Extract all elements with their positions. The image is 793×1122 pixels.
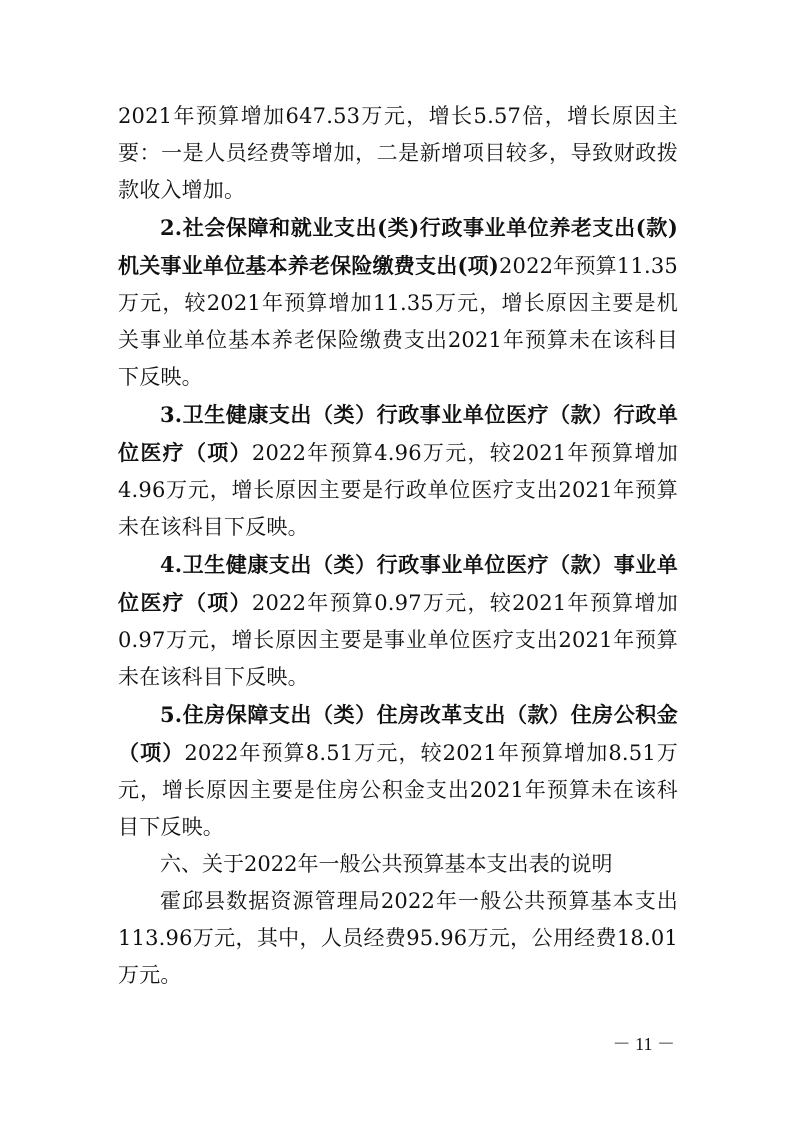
paragraph-item-2 xyxy=(118,209,678,396)
page-number: － 11 － xyxy=(612,1034,675,1054)
item-3-title: 3.卫生健康支出（类）行政事业单位医疗（款）行政单位医疗（项） xyxy=(118,402,678,465)
item-3-body: 2022年预算4.96万元，较2021年预算增加4.96万元，增长原因主要是行政单位医疗支出2021年预算未在该科目下反映。 xyxy=(118,441,678,539)
paragraph-item-3 xyxy=(118,396,678,546)
section-heading-6: 六、关于2022年一般公共预算基本支出表的说明 xyxy=(160,852,613,876)
item-5-title: 5.住房保障支出（类）住房改革支出（款）住房公积金（项） xyxy=(118,702,678,765)
item-2-title: 2.社会保障和就业支出(类)行政事业单位养老支出(款)机关事业单位基本养老保险缴费支出(项) xyxy=(118,215,678,278)
body-text xyxy=(118,98,678,994)
paragraph-item-4 xyxy=(118,546,678,696)
paragraph-section-6: 霍邱县数据资源管理局2022年一般公共预算基本支出113.96万元，其中，人员经费95.96万元，公用经费18.01万元。 xyxy=(118,889,678,987)
item-4-body: 2022年预算0.97万元，较2021年预算增加0.97万元，增长原因主要是事业单位医疗支出2021年预算未在该科目下反映。 xyxy=(118,591,678,689)
item-4-title: 4.卫生健康支出（类）行政事业单位医疗（款）事业单位医疗（项） xyxy=(118,552,678,615)
item-2-body: 2022年预算11.35万元，较2021年预算增加11.35万元，增长原因主要是机关事业单位基本养老保险缴费支出2021年预算未在该科目下反映。 xyxy=(118,254,678,389)
item-5-body: 2022年预算8.51万元，较2021年预算增加8.51万元，增长原因主要是住房公积金支出2021年预算未在该科目下反映。 xyxy=(118,741,679,839)
paragraph-continuation: 2021年预算增加647.53万元，增长5.57倍，增长原因主要：一是人员经费等增加，二是新增项目较多，导致财政拨款收入增加。 xyxy=(118,104,678,202)
paragraph-item-5 xyxy=(118,696,678,846)
